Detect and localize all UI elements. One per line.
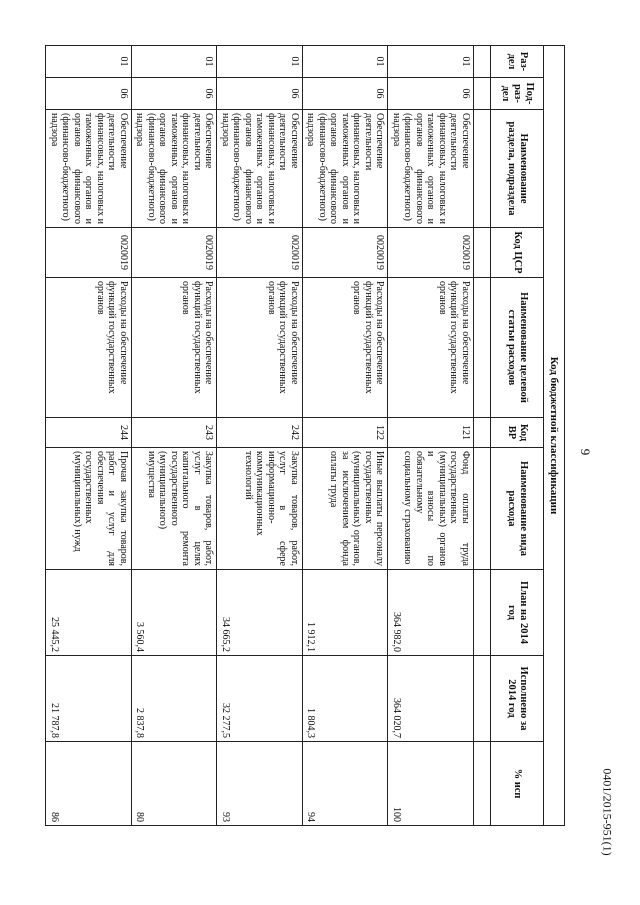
spacer-row: [474, 46, 491, 826]
razdel-cell: 01: [388, 46, 474, 78]
fact-cell: 1 804,3: [303, 656, 389, 742]
podrazdel-cell: 06: [217, 78, 303, 110]
vr-name-cell: Закупка товаров, работ, услуг в сфере информационно-коммуникационных технологий: [217, 448, 303, 570]
header-razdel-name: Наименование раздела, подраздела: [491, 110, 544, 228]
csr-name-cell: Расходы на обеспечение функций государственных органов: [46, 278, 132, 418]
csr-cell: 0020019: [217, 228, 303, 278]
header-pct: % исп: [491, 742, 544, 826]
table-row: [303, 46, 389, 826]
podrazdel-cell: 06: [388, 78, 474, 110]
vr-cell: 243: [132, 418, 218, 448]
pct-cell: 86: [46, 742, 132, 826]
table-header-row: [491, 46, 544, 826]
header-plan: План на 2014 год: [491, 570, 544, 656]
header-csr: Код ЦСР: [491, 228, 544, 278]
csr-name-cell: Расходы на обеспечение функций государственных органов: [132, 278, 218, 418]
podrazdel-cell: 06: [46, 78, 132, 110]
vr-cell: 244: [46, 418, 132, 448]
fact-cell: 2 837,8: [132, 656, 218, 742]
table-row: [217, 46, 303, 826]
header-razdel: Раз- дел: [491, 46, 544, 78]
csr-cell: 0020019: [132, 228, 218, 278]
vr-name-cell: Прочая закупка товаров, работ и услуг для обеспечения государственных (муниципальных) нужд: [46, 448, 132, 570]
header-vr-name: Наименование вида расхода: [491, 448, 544, 570]
pct-cell: 94: [303, 742, 389, 826]
vr-name-cell: Фонд оплаты труда государственных (муниципальных) органов и взносы по обязательному социальному страхованию: [388, 448, 474, 570]
podrazdel-cell: 06: [132, 78, 218, 110]
csr-cell: 0020019: [303, 228, 389, 278]
podrazdel-cell: 06: [303, 78, 389, 110]
csr-cell: 0020019: [46, 228, 132, 278]
razdel-name-cell: Обеспечение деятельности финансовых, налоговых и таможенных органов и органов финансового (финансово-бюджетного) надзора: [217, 110, 303, 228]
plan-cell: 1 912,1: [303, 570, 389, 656]
razdel-name-cell: Обеспечение деятельности финансовых, налоговых и таможенных органов и органов финансового (финансово-бюджетного) надзора: [46, 110, 132, 228]
csr-cell: 0020019: [388, 228, 474, 278]
budget-classification-table: [46, 45, 566, 826]
fact-cell: 21 787,8: [46, 656, 132, 742]
fact-cell: 32 277,5: [217, 656, 303, 742]
pct-cell: 80: [132, 742, 218, 826]
vr-cell: 242: [217, 418, 303, 448]
document-code: 0401/2015-951(1): [600, 768, 615, 856]
table-row: [46, 46, 132, 826]
csr-name-cell: Расходы на обеспечение функций государственных органов: [217, 278, 303, 418]
header-podrazdel: Под- раз- дел: [491, 78, 544, 110]
razdel-name-cell: Обеспечение деятельности финансовых, налоговых и таможенных органов и органов финансового (финансово-бюджетного) надзора: [388, 110, 474, 228]
page-number: 9: [578, 448, 593, 456]
fact-cell: 364 020,7: [388, 656, 474, 742]
csr-name-cell: Расходы на обеспечение функций государственных органов: [388, 278, 474, 418]
plan-cell: 25 445,2: [46, 570, 132, 656]
razdel-cell: 01: [303, 46, 389, 78]
table-title: Код бюджетной классификации: [544, 46, 565, 826]
table-row: [132, 46, 218, 826]
plan-cell: 3 560,4: [132, 570, 218, 656]
razdel-cell: 01: [46, 46, 132, 78]
vr-name-cell: Иные выплаты персоналу государственных (муниципальных) органов, за исключением фонда оплаты труда: [303, 448, 389, 570]
razdel-name-cell: Обеспечение деятельности финансовых, налоговых и таможенных органов и органов финансового (финансово-бюджетного) надзора: [303, 110, 389, 228]
csr-name-cell: Расходы на обеспечение функций государственных органов: [303, 278, 389, 418]
vr-cell: 121: [388, 418, 474, 448]
razdel-name-cell: Обеспечение деятельности финансовых, налоговых и таможенных органов и органов финансового (финансово-бюджетного) надзора: [132, 110, 218, 228]
plan-cell: 34 665,2: [217, 570, 303, 656]
vr-name-cell: Закупка товаров, работ, услуг в целях капитального ремонта государственного (муниципального) имущества: [132, 448, 218, 570]
header-fact: Исполнено за 2014 год: [491, 656, 544, 742]
budget-table-container: [49, 45, 565, 825]
pct-cell: 100: [388, 742, 474, 826]
pct-cell: 93: [217, 742, 303, 826]
vr-cell: 122: [303, 418, 389, 448]
razdel-cell: 01: [132, 46, 218, 78]
header-vr: Код ВР: [491, 418, 544, 448]
table-row: [388, 46, 474, 826]
plan-cell: 364 982,0: [388, 570, 474, 656]
razdel-cell: 01: [217, 46, 303, 78]
header-csr-name: Наименование целевой статьи расходов: [491, 278, 544, 418]
